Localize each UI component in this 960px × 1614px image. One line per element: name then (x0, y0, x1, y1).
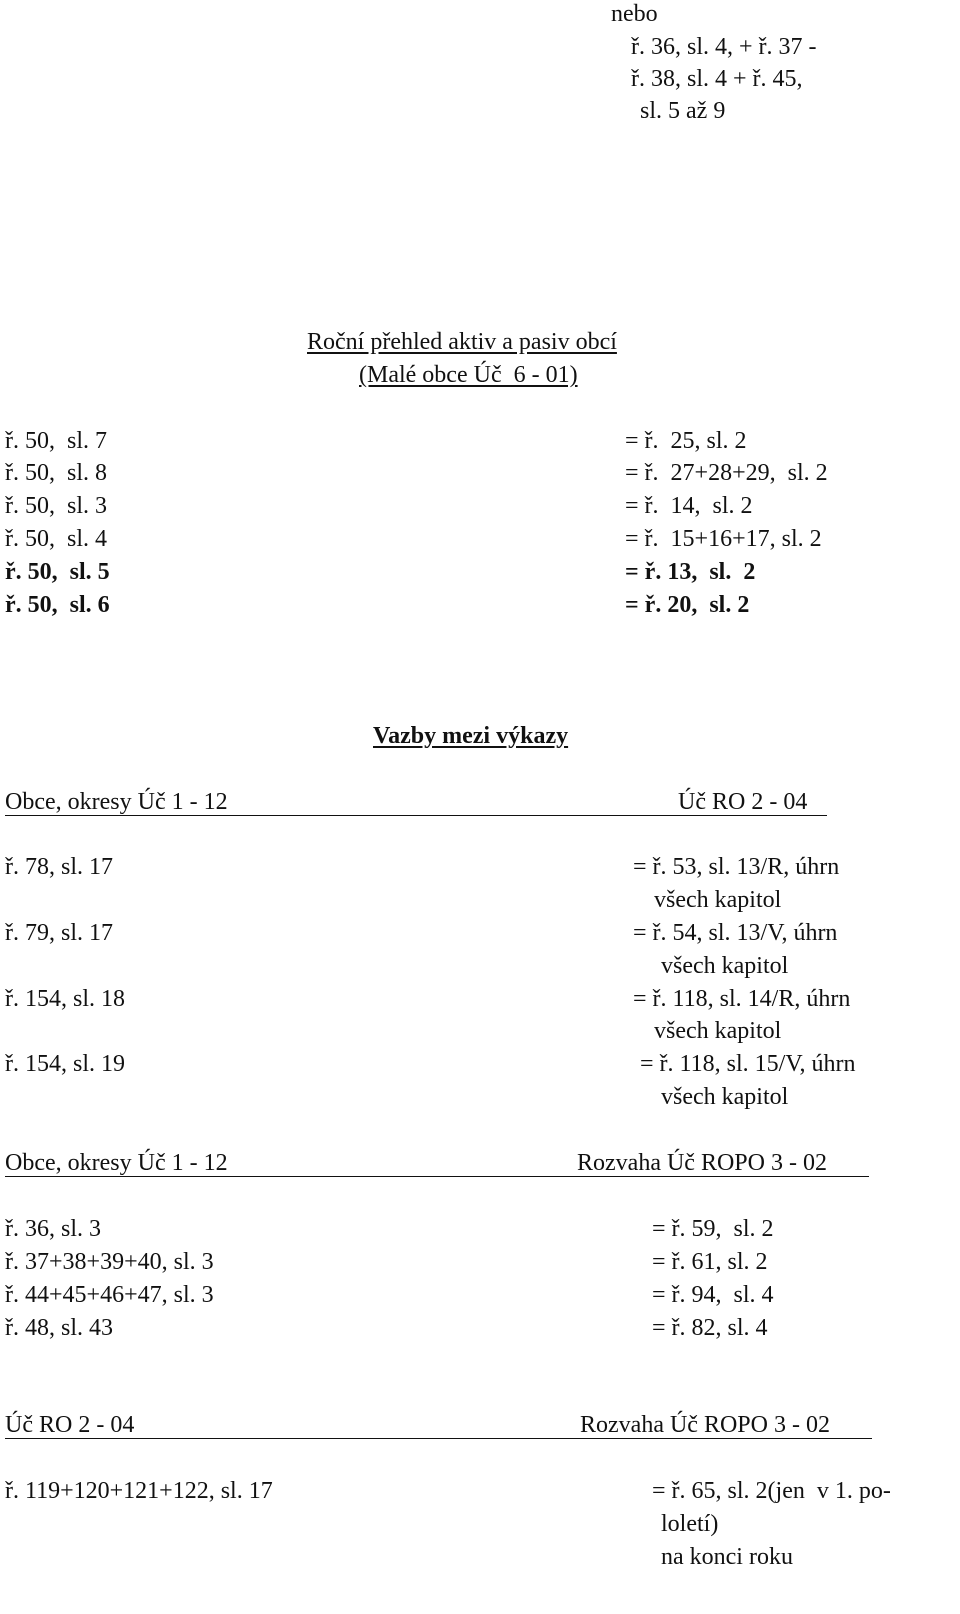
header-left: Úč RO 2 - 04 (5, 1412, 135, 1438)
row-continuation: všech kapitol (654, 1018, 782, 1044)
row-left: ř. 119+120+121+122, sl. 17 (5, 1478, 273, 1504)
header-right: Rozvaha Úč ROPO 3 - 02 (580, 1412, 830, 1438)
row-left: ř. 50, sl. 7 (5, 428, 107, 454)
header-underline (5, 815, 827, 816)
row-right: = ř. 118, sl. 15/V, úhrn (640, 1051, 856, 1077)
row-continuation: všech kapitol (654, 887, 782, 913)
row-left: ř. 36, sl. 3 (5, 1216, 101, 1242)
row-right: = ř. 20, sl. 2 (625, 592, 750, 618)
text-line: sl. 5 až 9 (640, 98, 726, 124)
row-left: ř. 50, sl. 8 (5, 460, 107, 486)
header-underline (5, 1176, 869, 1177)
row-left: ř. 37+38+39+40, sl. 3 (5, 1249, 214, 1275)
row-right: = ř. 118, sl. 14/R, úhrn (633, 986, 851, 1012)
row-right: = ř. 82, sl. 4 (652, 1315, 768, 1341)
row-left: ř. 50, sl. 6 (5, 592, 110, 618)
row-continuation: loletí) (661, 1511, 719, 1537)
section-subtitle: (Malé obce Úč 6 - 01) (359, 362, 578, 388)
row-right: = ř. 27+28+29, sl. 2 (625, 460, 828, 486)
row-right: = ř. 54, sl. 13/V, úhrn (633, 920, 838, 946)
row-left: ř. 78, sl. 17 (5, 854, 113, 880)
header-left: Obce, okresy Úč 1 - 12 (5, 789, 228, 815)
text-line: nebo (611, 1, 658, 27)
row-left: ř. 154, sl. 19 (5, 1051, 125, 1077)
row-left: ř. 50, sl. 4 (5, 526, 107, 552)
section-title: Vazby mezi výkazy (373, 723, 569, 749)
row-continuation: všech kapitol (661, 1084, 789, 1110)
row-right: = ř. 14, sl. 2 (625, 493, 753, 519)
row-left: ř. 154, sl. 18 (5, 986, 125, 1012)
row-right: = ř. 53, sl. 13/R, úhrn (633, 854, 840, 880)
row-right: = ř. 94, sl. 4 (652, 1282, 774, 1308)
header-right: Úč RO 2 - 04 (678, 789, 808, 815)
row-left: ř. 48, sl. 43 (5, 1315, 113, 1341)
row-right: = ř. 65, sl. 2(jen v 1. po- (652, 1478, 891, 1504)
header-right: Rozvaha Úč ROPO 3 - 02 (577, 1150, 827, 1176)
section-title: Roční přehled aktiv a pasiv obcí (307, 329, 617, 355)
text-line: ř. 36, sl. 4, + ř. 37 - (631, 34, 817, 60)
row-left: ř. 44+45+46+47, sl. 3 (5, 1282, 214, 1308)
text-line: ř. 38, sl. 4 + ř. 45, (631, 66, 803, 92)
row-right: = ř. 15+16+17, sl. 2 (625, 526, 822, 552)
header-underline (5, 1438, 872, 1439)
row-left: ř. 50, sl. 3 (5, 493, 107, 519)
row-right: = ř. 25, sl. 2 (625, 428, 747, 454)
row-left: ř. 79, sl. 17 (5, 920, 113, 946)
header-left: Obce, okresy Úč 1 - 12 (5, 1150, 228, 1176)
row-right: = ř. 59, sl. 2 (652, 1216, 774, 1242)
row-left: ř. 50, sl. 5 (5, 559, 110, 585)
row-right: = ř. 61, sl. 2 (652, 1249, 768, 1275)
row-right: = ř. 13, sl. 2 (625, 559, 756, 585)
row-continuation: na konci roku (661, 1544, 793, 1570)
row-continuation: všech kapitol (661, 953, 789, 979)
